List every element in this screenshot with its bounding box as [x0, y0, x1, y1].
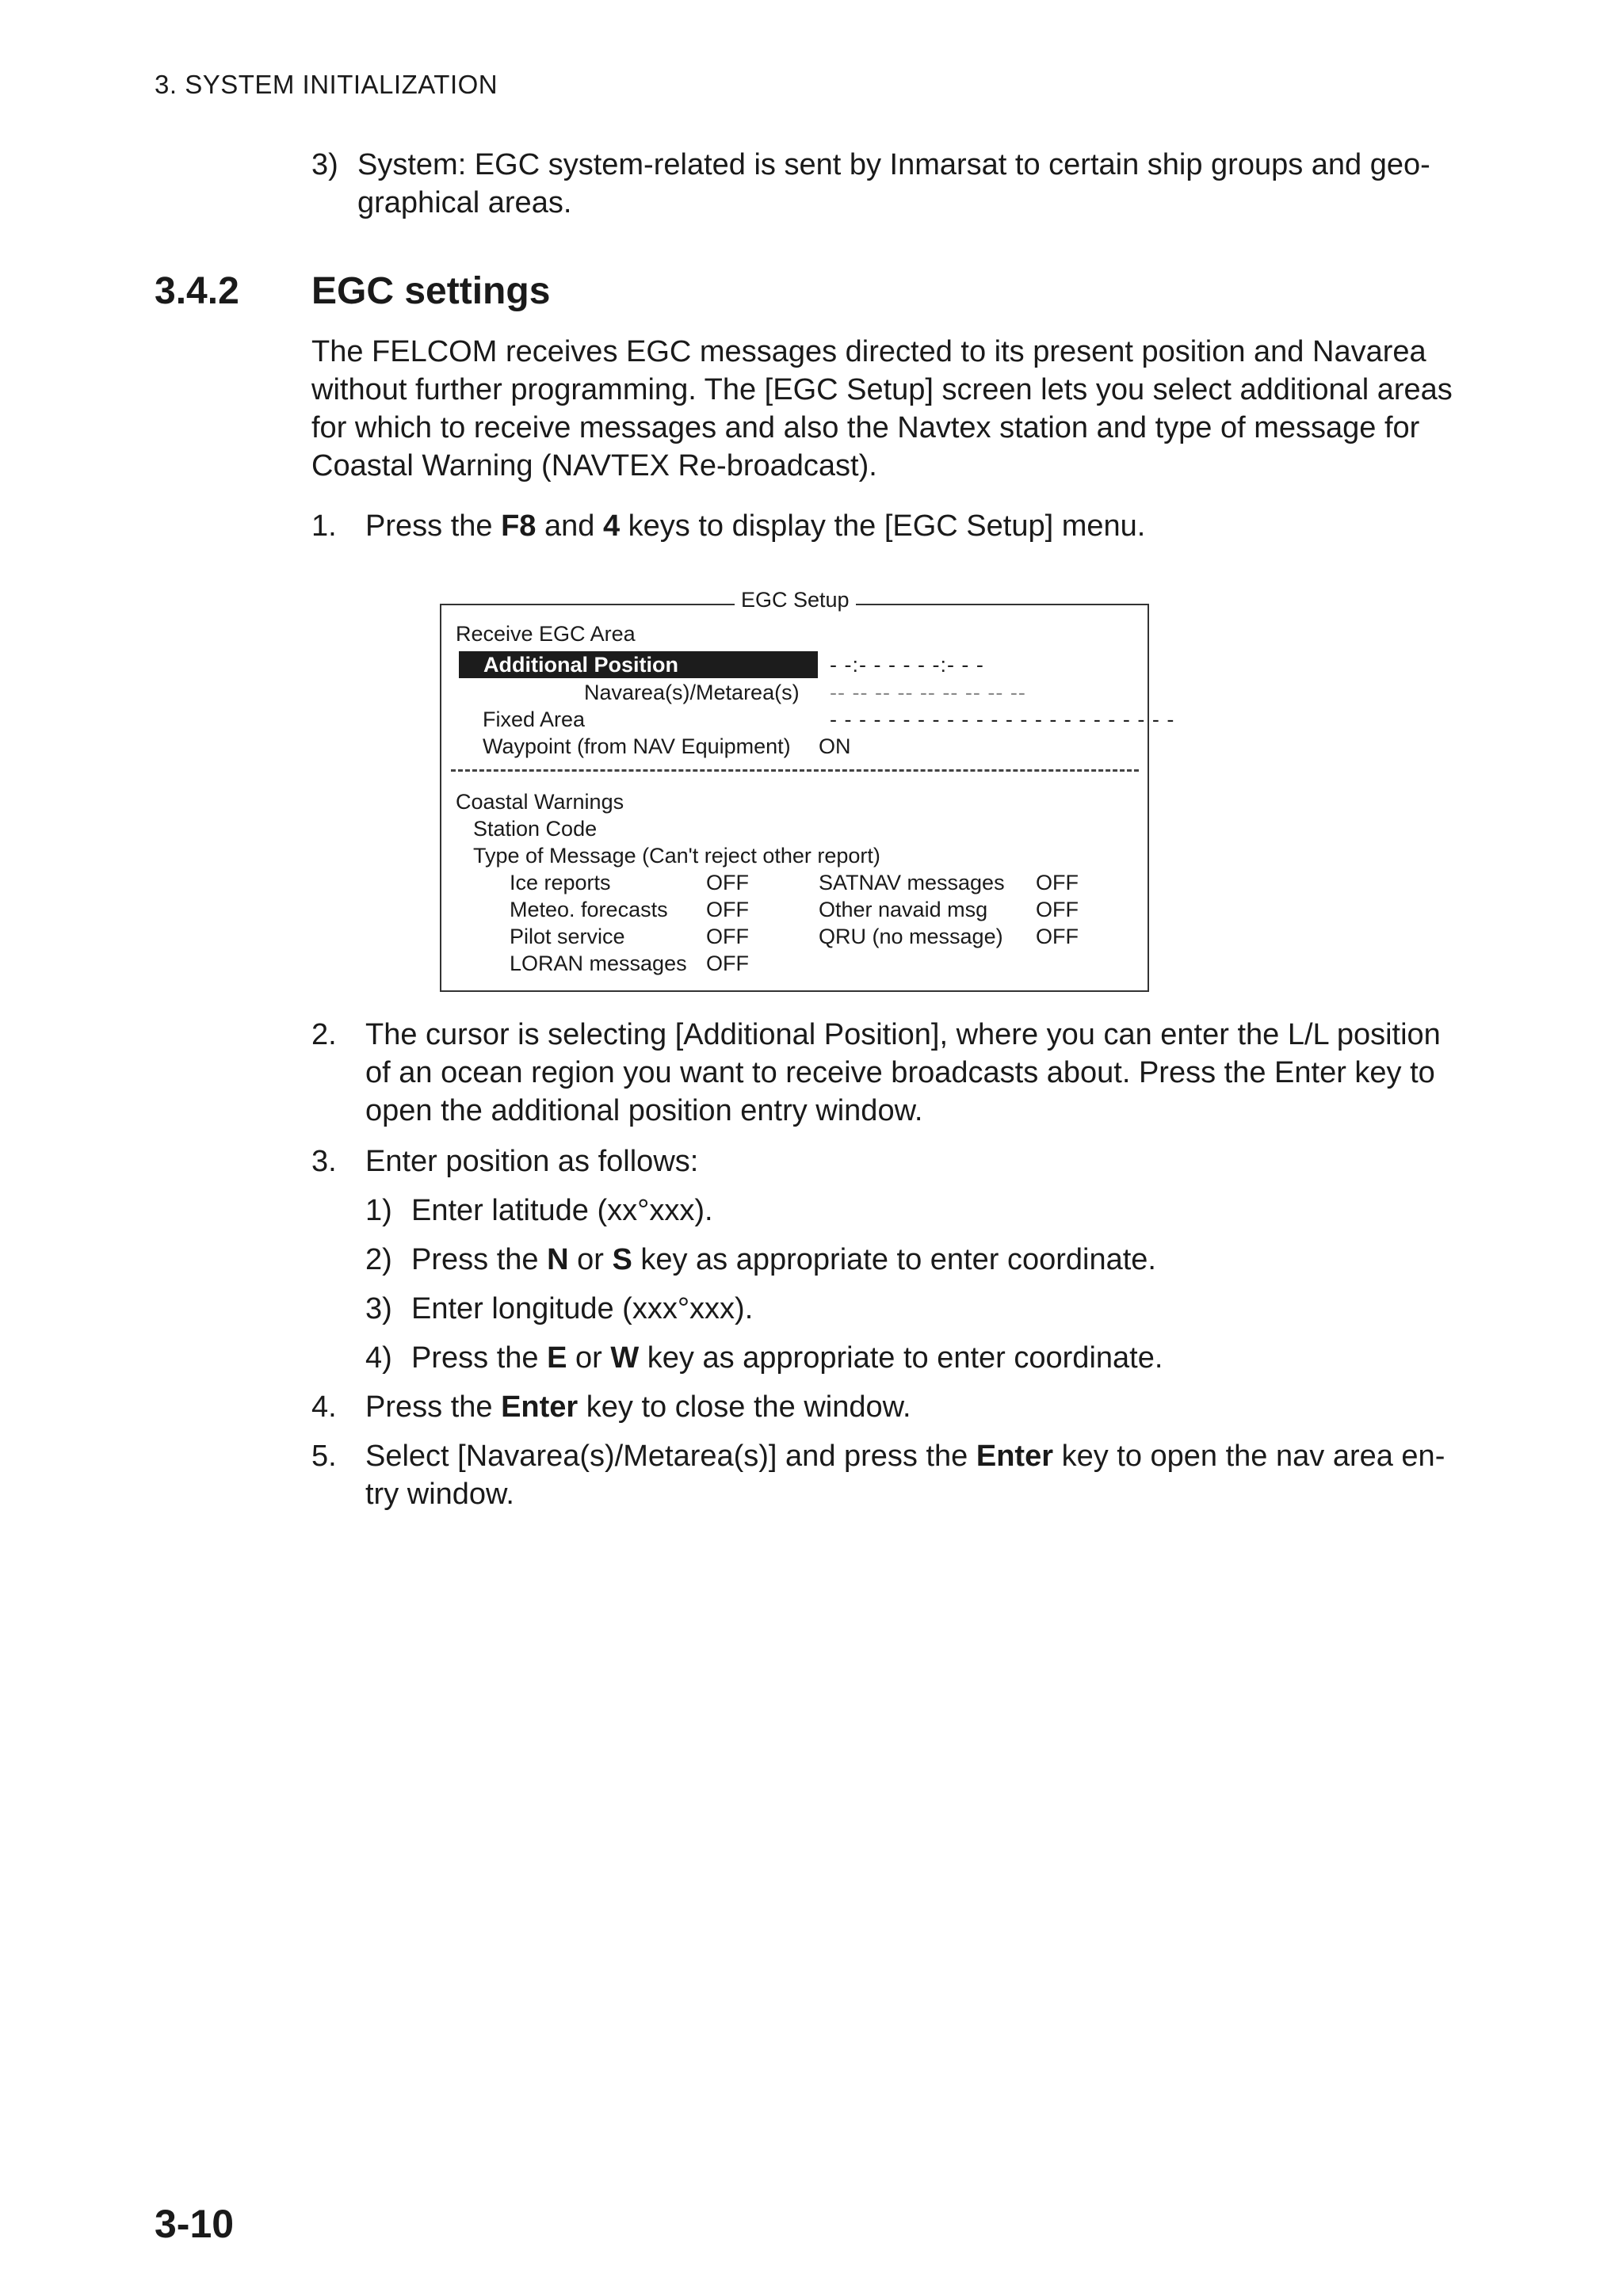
additional-position-label: Additional Position: [483, 653, 678, 677]
substep-text: Press the E or W key as appropriate to enter coordinate.: [411, 1341, 1163, 1375]
key-f8: F8: [501, 509, 537, 543]
waypoint-value: ON: [819, 734, 851, 758]
step-number: 2.: [311, 1018, 337, 1051]
key-4: 4: [602, 509, 621, 543]
additional-position-cursor[interactable]: [459, 651, 818, 678]
receive-egc-area-label: Receive EGC Area: [456, 622, 636, 646]
substep-text: Enter latitude (xx°xxx).: [411, 1194, 713, 1227]
page-number: 3-10: [155, 2202, 235, 2246]
substep-number: 1): [365, 1194, 392, 1227]
step-number: 3.: [311, 1145, 337, 1178]
step-number: 4.: [311, 1390, 337, 1424]
station-code-label[interactable]: Station Code: [473, 817, 598, 841]
substep-text: Enter longitude (xxx°xxx).: [411, 1292, 754, 1325]
qru-value: OFF: [1036, 925, 1079, 948]
step-text: Select [Navarea(s)/Metarea(s)] and press the Enter key to open the nav area en- try window.: [365, 1440, 1445, 1511]
key-enter: Enter: [501, 1390, 579, 1424]
coastal-warnings-label: Coastal Warnings: [456, 790, 624, 814]
waypoint-label[interactable]: Waypoint (from NAV Equipment): [483, 734, 791, 758]
substep-number: 3): [365, 1292, 392, 1325]
meteo-forecasts-label[interactable]: Meteo. forecasts: [510, 898, 668, 921]
ice-reports-label[interactable]: Ice reports: [510, 871, 611, 894]
type-of-message-label: Type of Message (Can't reject other report): [473, 844, 880, 868]
qru-label[interactable]: QRU (no message): [819, 925, 1003, 948]
key-s: S: [612, 1243, 632, 1276]
section-paragraph: The FELCOM receives EGC messages directed to its present position and Navarea without further programming. The [EGC Setup] screen lets you select additional areas for which to receive messages and also the Navtex station and type of message for Coastal Warning (NAVTEX Re-broadcast).: [311, 335, 1453, 482]
list-number: 3): [311, 148, 338, 181]
screen-title: EGC Setup: [735, 588, 856, 612]
list-text: System: EGC system-related is sent by Inmarsat to certain ship groups and geo- graphical areas.: [357, 148, 1430, 219]
step-text: Press the F8 and 4 keys to display the [EGC Setup] menu.: [365, 509, 1146, 543]
substep-number: 4): [365, 1341, 392, 1375]
key-w: W: [610, 1341, 640, 1375]
step-number: 5.: [311, 1440, 337, 1473]
additional-position-value: - -:- - - - - -:- - -: [830, 653, 984, 677]
loran-messages-value: OFF: [706, 952, 749, 975]
key-e: E: [547, 1341, 567, 1375]
pilot-service-value: OFF: [706, 925, 749, 948]
substep-number: 2): [365, 1243, 392, 1276]
other-navaid-value: OFF: [1036, 898, 1079, 921]
section-divider: [451, 769, 1139, 772]
substep-text: Press the N or S key as appropriate to enter coordinate.: [411, 1243, 1156, 1276]
satnav-messages-value: OFF: [1036, 871, 1079, 894]
running-header: 3. SYSTEM INITIALIZATION: [155, 70, 498, 99]
egc-setup-screen: [440, 588, 1175, 992]
meteo-forecasts-value: OFF: [706, 898, 749, 921]
step-number: 1.: [311, 509, 337, 543]
pilot-service-label[interactable]: Pilot service: [510, 925, 625, 948]
fixed-area-value: - - - - - - - - - - - - - - - - - - - - - - - -: [830, 707, 1175, 731]
key-n: N: [547, 1243, 569, 1276]
section-title: EGC settings: [311, 270, 551, 312]
fixed-area-label[interactable]: Fixed Area: [483, 707, 586, 731]
step-text: Press the Enter key to close the window.: [365, 1390, 911, 1424]
loran-messages-label[interactable]: LORAN messages: [510, 952, 687, 975]
navarea-label[interactable]: Navarea(s)/Metarea(s): [584, 681, 800, 704]
satnav-messages-label[interactable]: SATNAV messages: [819, 871, 1005, 894]
ice-reports-value: OFF: [706, 871, 749, 894]
other-navaid-label[interactable]: Other navaid msg: [819, 898, 988, 921]
step-text: The cursor is selecting [Additional Position], where you can enter the L/L position of an ocean region you want to receive broadcasts about. Press the Enter key to open the additional position entry window.: [365, 1018, 1441, 1127]
key-enter: Enter: [976, 1440, 1054, 1473]
navarea-value: -- -- -- -- -- -- -- -- --: [830, 681, 1026, 704]
step-text: Enter position as follows:: [365, 1145, 699, 1178]
section-number: 3.4.2: [155, 270, 239, 312]
